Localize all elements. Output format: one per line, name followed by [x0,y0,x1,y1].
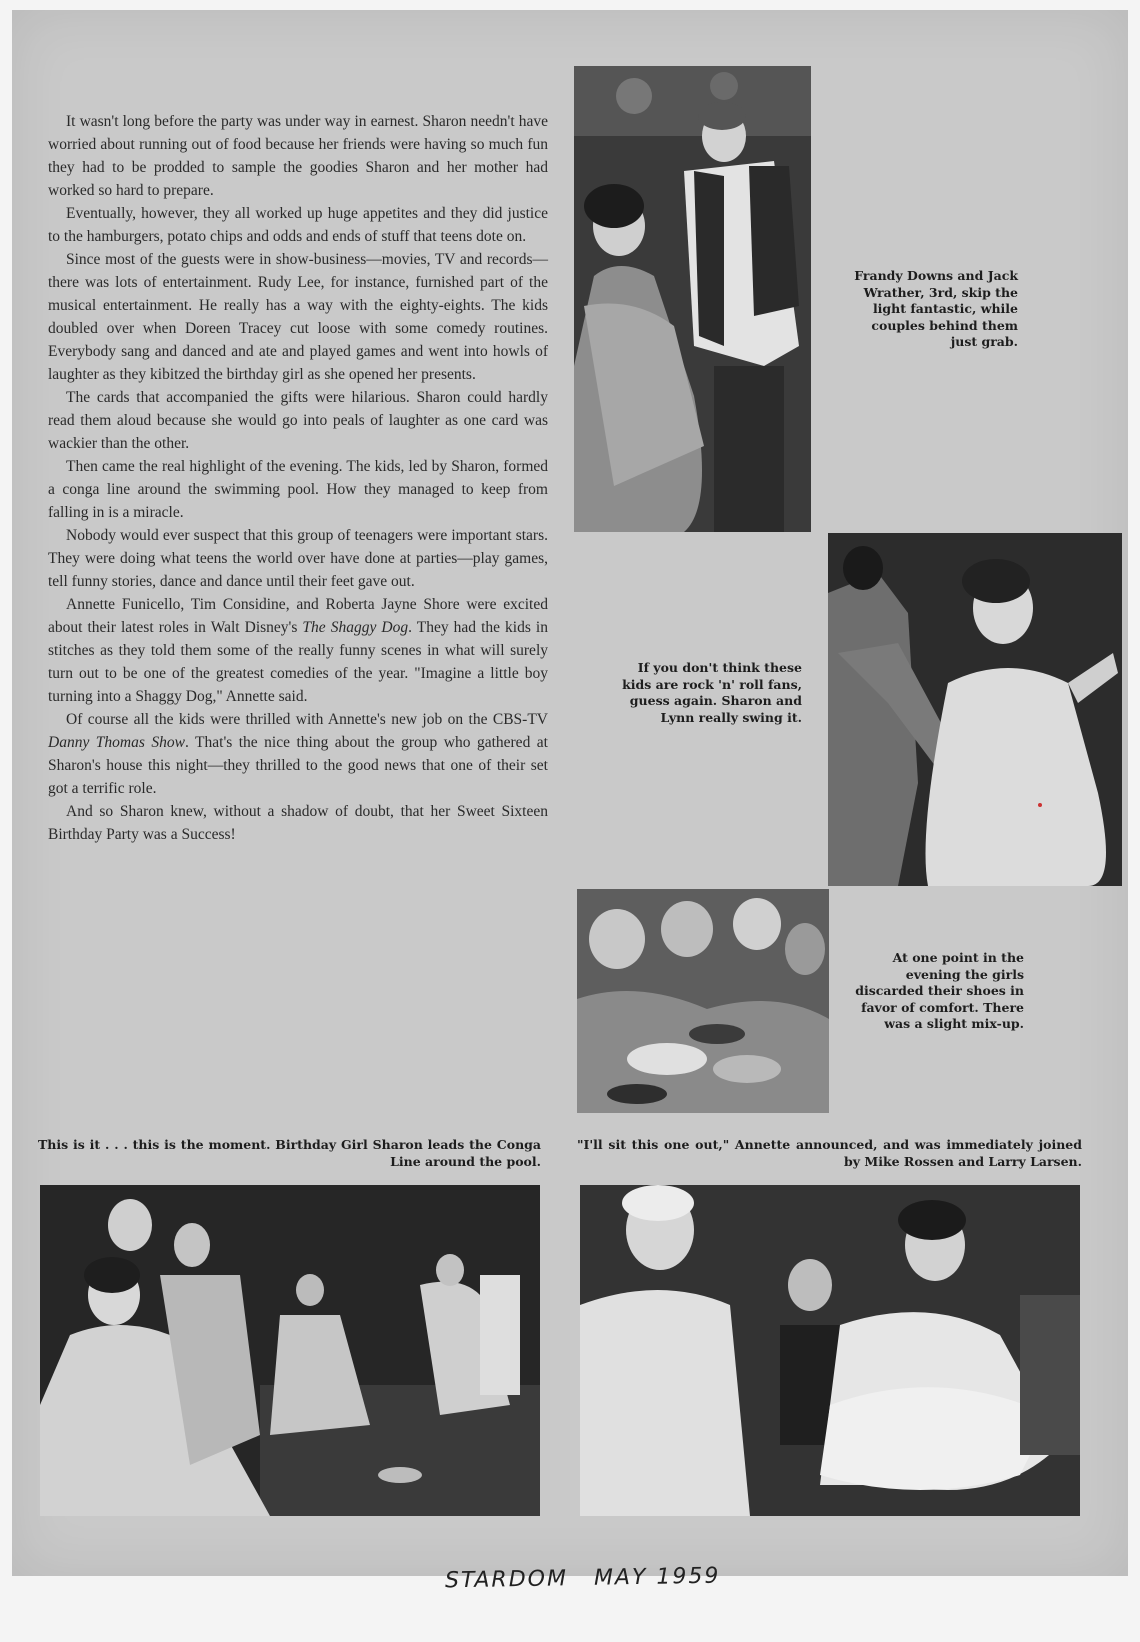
text-span: Annette Funicello, Tim Considine, and Roberta Jayne Shore were excited about their latest roles in Walt Disney's [48,596,548,636]
article-paragraph: The cards that accompanied the gifts were hilarious. Sharon could hardly read them aloud because she would go into peals of laughter as one card was wackier than the other. [48,389,548,452]
article-paragraph: Then came the real highlight of the evening. The kids, led by Sharon, formed a conga line around the swimming pool. How they managed to keep from falling in is a miracle. [48,458,548,521]
show-title: Danny Thomas Show [48,734,185,751]
article-paragraph: It wasn't long before the party was under way in earnest. Sharon needn't have worried about running out of food because her friends were having so much fun they had to be prodded to sample the goodies Sharon and her mother had worked so hard to prepare. [48,113,548,199]
article-body [48,110,548,846]
article-paragraph: Since most of the guests were in show-business—movies, TV and records—there was lots of entertainment. Rudy Lee, for instance, furnished part of the musical entertainment. He really has a way with the eighty-eights. The kids doubled over when Doreen Tracey cut loose with some comedy routines. Everybody sang and danced and ate and played games and went into howls of laughter as they kibitzed the birthday girl as she opened her presents. [48,251,548,383]
article-paragraph [48,593,548,708]
article-paragraph [48,708,548,800]
handwritten-date: MAY 1959 [593,1563,721,1591]
caption-rocknroll: If you don't think these kids are rock 'n' roll fans, guess again. Sharon and Lynn really swing it. [622,660,802,725]
handwritten-source-note [445,1564,721,1594]
text-span: . They had the kids in stitches as they told them some of the really funny scenes in what will surely turn out to be one of the greatest comedies of the year. "Imagine a little boy turning into a Shaggy Dog," Annette said. [48,619,548,705]
text-span: Of course all the kids were thrilled with Annette's new job on the CBS-TV [66,711,548,728]
caption-frandy: Frandy Downs and Jack Wrather, 3rd, skip the light fantastic, while couples behind them just grab. [854,268,1018,349]
article-paragraph: Eventually, however, they all worked up huge appetites and they did justice to the hamburgers, potato chips and odds and ends of stuff that teens dote on. [48,205,548,245]
photo-dancing-couple [574,66,811,532]
caption-conga: This is it . . . this is the moment. Birthday Girl Sharon leads the Conga Line around the pool. [38,1137,541,1169]
article-paragraph: Nobody would ever suspect that this group of teenagers were important stars. They were doing what teens the world over have done at parties—play games, tell funny stories, dance and dance until their feet gave out. [48,527,548,590]
movie-title: The Shaggy Dog [302,619,409,636]
photo-shoe-pile [577,889,829,1113]
caption-annette: "I'll sit this one out," Annette announced, and was immediately joined by Mike Rossen and Larry Larsen. [577,1137,1082,1169]
caption-shoes: At one point in the evening the girls discarded their shoes in favor of comfort. There was a slight mix-up. [855,950,1024,1031]
text-span: . That's the nice thing about the group who gathered at Sharon's house this night—they thrilled to the good news that one of their set got a terrific role. [48,734,548,797]
magazine-page [12,10,1128,1576]
photo-conga-line [40,1185,540,1516]
handwritten-source: STARDOM [444,1566,569,1594]
photo-swing-dance [828,533,1122,886]
photo-seated-trio [580,1185,1080,1516]
article-paragraph: And so Sharon knew, without a shadow of doubt, that her Sweet Sixteen Birthday Party was a Success! [48,803,548,843]
